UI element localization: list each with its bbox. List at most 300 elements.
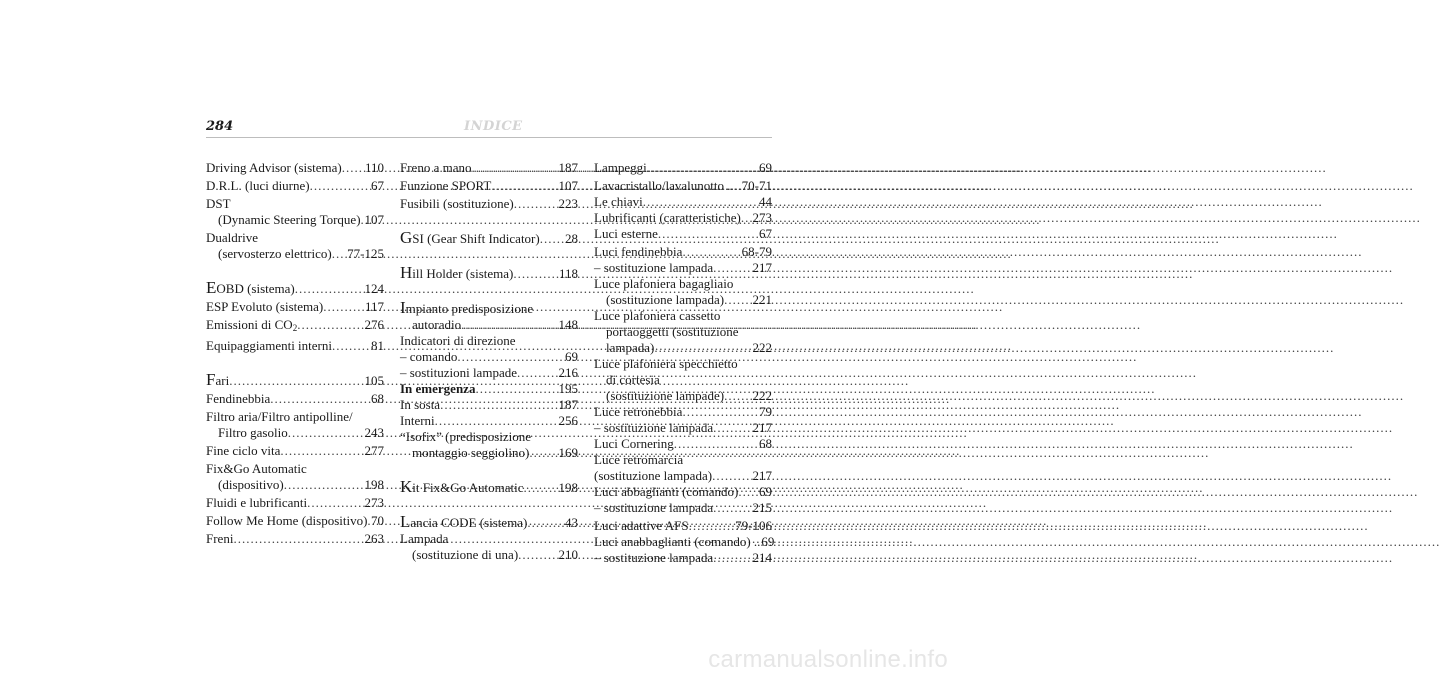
page-reference: 69 [759, 484, 772, 499]
dot-leader [713, 260, 751, 276]
entry-text: autoradio [412, 317, 462, 332]
dot-leader [475, 381, 557, 397]
index-entry [400, 413, 578, 429]
entry-term [606, 340, 654, 356]
entry-text: mpianto predisposizione [405, 301, 534, 316]
entry-term [606, 324, 739, 339]
page-reference: 105 [364, 373, 384, 388]
entry-term [400, 365, 517, 381]
index-entry [206, 391, 384, 407]
entry-term [412, 317, 461, 333]
page-reference: 70 [371, 513, 384, 528]
index-entry [594, 260, 772, 276]
page-reference: 69 [759, 160, 772, 175]
entry-text: Luci anabbaglianti (comando) .. [594, 534, 761, 549]
page-reference: 69 [761, 534, 775, 549]
index-entry [400, 300, 578, 317]
index-entry [206, 409, 384, 425]
entry-term [594, 160, 647, 176]
entry-term [606, 388, 724, 404]
page-number: 284 [206, 119, 234, 134]
index-entry [594, 308, 772, 324]
entry-term [400, 196, 514, 212]
dot-leader [734, 178, 741, 194]
entry-text: Luci fendinebbia [594, 244, 683, 259]
entry-term [412, 547, 518, 563]
page-reference: 214 [752, 550, 772, 565]
entry-text: In sosta [400, 397, 441, 412]
index-entry [594, 550, 772, 566]
index-entry [206, 160, 384, 176]
index-entry [400, 397, 578, 413]
entry-term [400, 178, 491, 194]
index-entry [206, 461, 384, 477]
entry-text: (dispositivo) [218, 477, 284, 492]
index-entry [594, 436, 772, 452]
entry-text: ancia CODE (sistema) [410, 515, 528, 530]
index-entry [400, 547, 578, 563]
index-entry [206, 212, 384, 228]
section-initial: G [400, 228, 413, 247]
index-entry [206, 246, 384, 262]
entry-term [218, 425, 288, 441]
entry-text: ill Holder (sistema) [412, 266, 514, 281]
dot-leader [689, 518, 735, 534]
page-reference: 68-79 [741, 244, 772, 259]
entry-term [400, 230, 540, 247]
entry-text: – comando [400, 349, 458, 364]
index-entry [594, 468, 772, 484]
dot-leader [435, 413, 558, 429]
index-entry [206, 495, 384, 511]
dot-leader [529, 445, 557, 461]
page-reference: 68 [759, 436, 772, 451]
entry-term [400, 397, 440, 413]
entry-term [400, 298, 534, 317]
page-reference: 216 [558, 365, 578, 380]
index-entry [594, 420, 772, 436]
entry-term [400, 531, 448, 546]
dot-leader [712, 468, 751, 484]
index-entry [206, 230, 384, 246]
dot-leader [471, 160, 557, 176]
entry-text: Equipaggiamenti interni [206, 338, 332, 353]
entry-text: (Dynamic Steering Torque) [218, 212, 361, 227]
entry-term [594, 178, 734, 194]
index-entry [594, 226, 772, 242]
dot-leader [658, 226, 758, 242]
entry-term [400, 265, 513, 282]
entry-text: “Isofix” (predisposizione [400, 429, 532, 444]
entry-text: (servosterzo elettrico) [218, 246, 332, 261]
entry-text: Filtro gasolio [218, 425, 288, 440]
site-watermark[interactable]: carmanualsonline.info [708, 646, 948, 673]
index-entry [594, 404, 772, 420]
entry-text: (sostituzione di una) [412, 547, 519, 562]
entry-text: Lubrificanti (caratteristiche) [594, 210, 741, 225]
section-initial: H [400, 263, 413, 282]
entry-text: Dualdrive [206, 230, 258, 245]
index-entry [206, 531, 384, 547]
entry-text: Fendinebbia [206, 391, 271, 406]
entry-term [206, 338, 332, 354]
entry-term [206, 299, 323, 315]
dot-leader [682, 404, 758, 420]
dot-leader [724, 388, 751, 404]
entry-text: Emissioni di CO [206, 317, 293, 332]
dot-leader [540, 231, 564, 247]
page-reference: 148 [558, 317, 578, 332]
index-entry [594, 210, 772, 226]
dot-leader [518, 547, 557, 563]
page-reference: 256 [558, 413, 578, 428]
entry-term [594, 226, 658, 242]
section-initial: E [206, 278, 217, 297]
entry-term [606, 292, 724, 308]
entry-text: – sostituzioni lampade [400, 365, 517, 380]
dot-leader [647, 160, 758, 176]
dot-leader [457, 349, 564, 365]
index-entry [400, 317, 578, 333]
index-entry [400, 333, 578, 349]
dot-leader [288, 425, 364, 441]
index-entry [400, 230, 578, 247]
index-entry [400, 160, 578, 176]
dot-leader [342, 160, 364, 176]
page-reference: 44 [759, 194, 772, 209]
entry-text: Lampada [400, 531, 449, 546]
page-reference: 217 [752, 468, 772, 483]
index-entry [594, 500, 772, 516]
index-entry [594, 324, 772, 340]
dot-leader [741, 210, 752, 226]
dot-leader [332, 338, 370, 354]
entry-text: – sostituzione lampada [594, 500, 714, 515]
entry-text: Luci abbaglianti (comando) [594, 484, 739, 499]
entry-term [206, 230, 258, 245]
dot-leader [514, 196, 558, 212]
entry-text: Fix&Go Automatic [206, 461, 307, 476]
entry-text: Indicatori di direzione [400, 333, 516, 348]
entry-term [594, 500, 713, 516]
index-entry [400, 514, 578, 531]
dot-leader [491, 178, 557, 194]
entry-text: Luci esterne [594, 226, 658, 241]
entry-term [206, 317, 297, 336]
entry-text: portaoggetti (sostituzione [606, 324, 739, 339]
index-entry [400, 531, 578, 547]
entry-term [400, 429, 531, 444]
dot-leader [323, 299, 364, 315]
page-reference: 198 [364, 477, 384, 492]
page-reference: 198 [558, 480, 578, 495]
entry-term [594, 244, 682, 260]
page-title: INDICE [464, 119, 523, 134]
page-reference: 273 [752, 210, 772, 225]
entry-text: (sostituzione lampade) [606, 388, 725, 403]
dot-leader [713, 550, 751, 566]
entry-term [206, 280, 295, 297]
index-entry [206, 317, 384, 336]
dot-leader [297, 317, 363, 333]
dot-leader [233, 531, 363, 547]
index-entry [206, 196, 384, 212]
page-reference: 277 [364, 443, 384, 458]
entry-text: In emergenza [400, 381, 476, 396]
page-reference: 217 [752, 260, 772, 275]
dot-leader [682, 244, 740, 260]
page-reference: 70-71 [741, 178, 772, 193]
entry-term [400, 160, 471, 176]
entry-term [218, 477, 284, 493]
index-entry [400, 196, 578, 212]
page-reference: 221 [752, 292, 772, 307]
entry-text: Follow Me Home (dispositivo) [206, 513, 368, 528]
page-reference: 223 [558, 196, 578, 211]
header-rule [206, 137, 772, 138]
dot-leader [461, 317, 557, 333]
entry-term [218, 246, 332, 262]
index-entry [594, 372, 772, 388]
index-entry [400, 429, 578, 445]
entry-term [412, 445, 529, 461]
entry-term [594, 484, 738, 500]
page-reference: 263 [364, 531, 384, 546]
index-entry [400, 178, 578, 194]
entry-term [206, 461, 307, 476]
dot-leader [643, 194, 758, 210]
index-entry [594, 276, 772, 292]
index-entry [400, 265, 578, 282]
entry-term [594, 436, 674, 452]
entry-text: (sostituzione lampada) [606, 292, 725, 307]
entry-text: it Fix&Go Automatic [412, 480, 524, 495]
entry-text: Luci Cornering [594, 436, 674, 451]
entry-term [400, 381, 475, 397]
entry-term [606, 372, 660, 387]
entry-term [594, 534, 760, 550]
entry-text: Luce retronebbia [594, 404, 683, 419]
dot-leader [674, 436, 758, 452]
page-reference: 81 [371, 338, 384, 353]
entry-text: – sostituzione lampada [594, 420, 714, 435]
index-entry [594, 518, 772, 534]
entry-text: Fluidi e lubrificanti [206, 495, 308, 510]
entry-text: Freno a mano [400, 160, 472, 175]
dot-leader [513, 266, 558, 282]
entry-term [206, 495, 307, 511]
entry-term [594, 260, 713, 276]
entry-text: Freni [206, 531, 234, 546]
section-initial: F [206, 370, 216, 389]
entry-term [594, 308, 720, 323]
dot-leader [713, 420, 751, 436]
dot-leader [280, 443, 363, 459]
entry-text: Funzione SPORT [400, 178, 492, 193]
dot-leader [332, 246, 346, 262]
entry-text: Luce retromarcia [594, 452, 684, 467]
entry-text: Driving Advisor (sistema) [206, 160, 342, 175]
entry-text: Lampeggi [594, 160, 647, 175]
entry-term [400, 333, 516, 348]
index-entry [206, 178, 384, 194]
index-entry [594, 292, 772, 308]
index-entry [206, 513, 384, 529]
entry-text: Fusibili (sostituzione) [400, 196, 514, 211]
index-entry [206, 338, 384, 354]
page-reference: 276 [364, 317, 384, 332]
entry-text: montaggio seggiolino) [412, 445, 530, 460]
page-reference: 43 [565, 515, 578, 530]
section-initial: I [400, 298, 406, 317]
index-entry [206, 372, 384, 389]
subscript: 2 [292, 323, 298, 333]
index-column-2 [400, 160, 578, 563]
entry-text: Interni [400, 413, 435, 428]
entry-term [206, 513, 367, 529]
entry-text: ESP Evoluto (sistema) [206, 299, 324, 314]
entry-text: Luci adattive AFS [594, 518, 689, 533]
page-reference: 110 [364, 160, 384, 175]
entry-text: ari [215, 373, 230, 388]
entry-term [206, 391, 270, 407]
page-reference: 210 [558, 547, 578, 562]
page-reference: 67 [371, 178, 384, 193]
entry-term [594, 194, 643, 210]
index-entry [206, 477, 384, 493]
page-reference: 107 [558, 178, 578, 193]
entry-text: DST [206, 196, 231, 211]
entry-term [218, 212, 361, 228]
index-column-3 [594, 160, 775, 566]
entry-term [206, 409, 353, 424]
index-column-1 [206, 160, 384, 547]
page-reference: 68 [371, 391, 384, 406]
entry-term [400, 349, 457, 365]
index-entry [594, 388, 772, 404]
entry-term [594, 452, 683, 467]
entry-text: Fine ciclo vita [206, 443, 281, 458]
entry-text: OBD (sistema) [216, 281, 295, 296]
page-reference: 169 [558, 445, 578, 460]
index-entry [400, 349, 578, 365]
entry-text: D.R.L. (luci diurne) [206, 178, 310, 193]
entry-term [594, 550, 713, 566]
index-entry [206, 299, 384, 315]
dot-leader [738, 484, 758, 500]
index-entry [400, 381, 578, 397]
page-reference: 28 [565, 231, 578, 246]
index-entry [594, 194, 772, 210]
page-reference: 217 [752, 420, 772, 435]
dot-leader [654, 340, 751, 356]
entry-term [400, 514, 527, 531]
entry-text: Le chiavi [594, 194, 643, 209]
page-reference: 67 [759, 226, 772, 241]
index-entry [206, 443, 384, 459]
page-reference: 215 [752, 500, 772, 515]
page-reference: 117 [364, 299, 384, 314]
page-reference: 195 [558, 381, 578, 396]
index-entry [594, 244, 772, 260]
section-initial: L [400, 512, 411, 531]
page-reference: 77-125 [347, 246, 384, 261]
dot-leader [295, 281, 364, 297]
page-reference: 118 [558, 266, 578, 281]
index-entry [400, 479, 578, 496]
index-entry [594, 178, 772, 194]
page-reference: 187 [558, 397, 578, 412]
dot-leader [440, 397, 557, 413]
entry-text: Luce plafoniera specchietto [594, 356, 738, 371]
page-reference: 222 [752, 340, 772, 355]
section-initial: K [400, 477, 413, 496]
dot-leader [307, 495, 363, 511]
index-entry [594, 160, 772, 176]
page-reference: 243 [364, 425, 384, 440]
entry-term [594, 404, 682, 420]
entry-text: Luce plafoniera cassetto [594, 308, 721, 323]
dot-leader [310, 178, 370, 194]
page-reference: 79 [759, 404, 772, 419]
page-reference: 273 [364, 495, 384, 510]
entry-text: – sostituzione lampada [594, 550, 714, 565]
dot-leader [713, 500, 751, 516]
page-header [206, 117, 772, 139]
dot-leader [527, 515, 564, 531]
dot-leader [284, 477, 364, 493]
dot-leader [524, 480, 558, 496]
index-entry [594, 484, 772, 500]
entry-text: Luce plafoniera bagagliaio [594, 276, 734, 291]
page-reference: 222 [752, 388, 772, 403]
entry-text: lampada) [606, 340, 655, 355]
page-reference: 79-106 [735, 518, 772, 533]
dot-leader [517, 365, 558, 381]
page-reference: 69 [565, 349, 578, 364]
index-entry [594, 356, 772, 372]
index-entry [594, 534, 775, 550]
entry-term [400, 413, 435, 429]
page-reference: 107 [364, 212, 384, 227]
entry-term [206, 160, 342, 176]
entry-text: (sostituzione lampada) [594, 468, 713, 483]
dot-leader [270, 391, 370, 407]
entry-text: di cortesia [606, 372, 660, 387]
entry-term [594, 420, 713, 436]
entry-term [206, 531, 233, 547]
page-reference: 187 [558, 160, 578, 175]
entry-term [400, 479, 524, 496]
dot-leader [724, 292, 751, 308]
entry-term [594, 518, 689, 534]
index-entry [400, 365, 578, 381]
entry-term [206, 372, 229, 389]
page-reference: 124 [364, 281, 384, 296]
entry-term [594, 276, 733, 291]
entry-term [206, 443, 280, 459]
entry-text: – sostituzione lampada [594, 260, 714, 275]
index-entry [594, 340, 772, 356]
entry-term [594, 468, 712, 484]
entry-term [594, 210, 741, 226]
entry-term [206, 196, 231, 211]
index-entry [206, 280, 384, 297]
entry-text: Lavacristallo/lavalunotto .. [594, 178, 734, 193]
index-entry [594, 452, 772, 468]
index-entry [400, 445, 578, 461]
entry-text: Filtro aria/Filtro antipolline/ [206, 409, 353, 424]
